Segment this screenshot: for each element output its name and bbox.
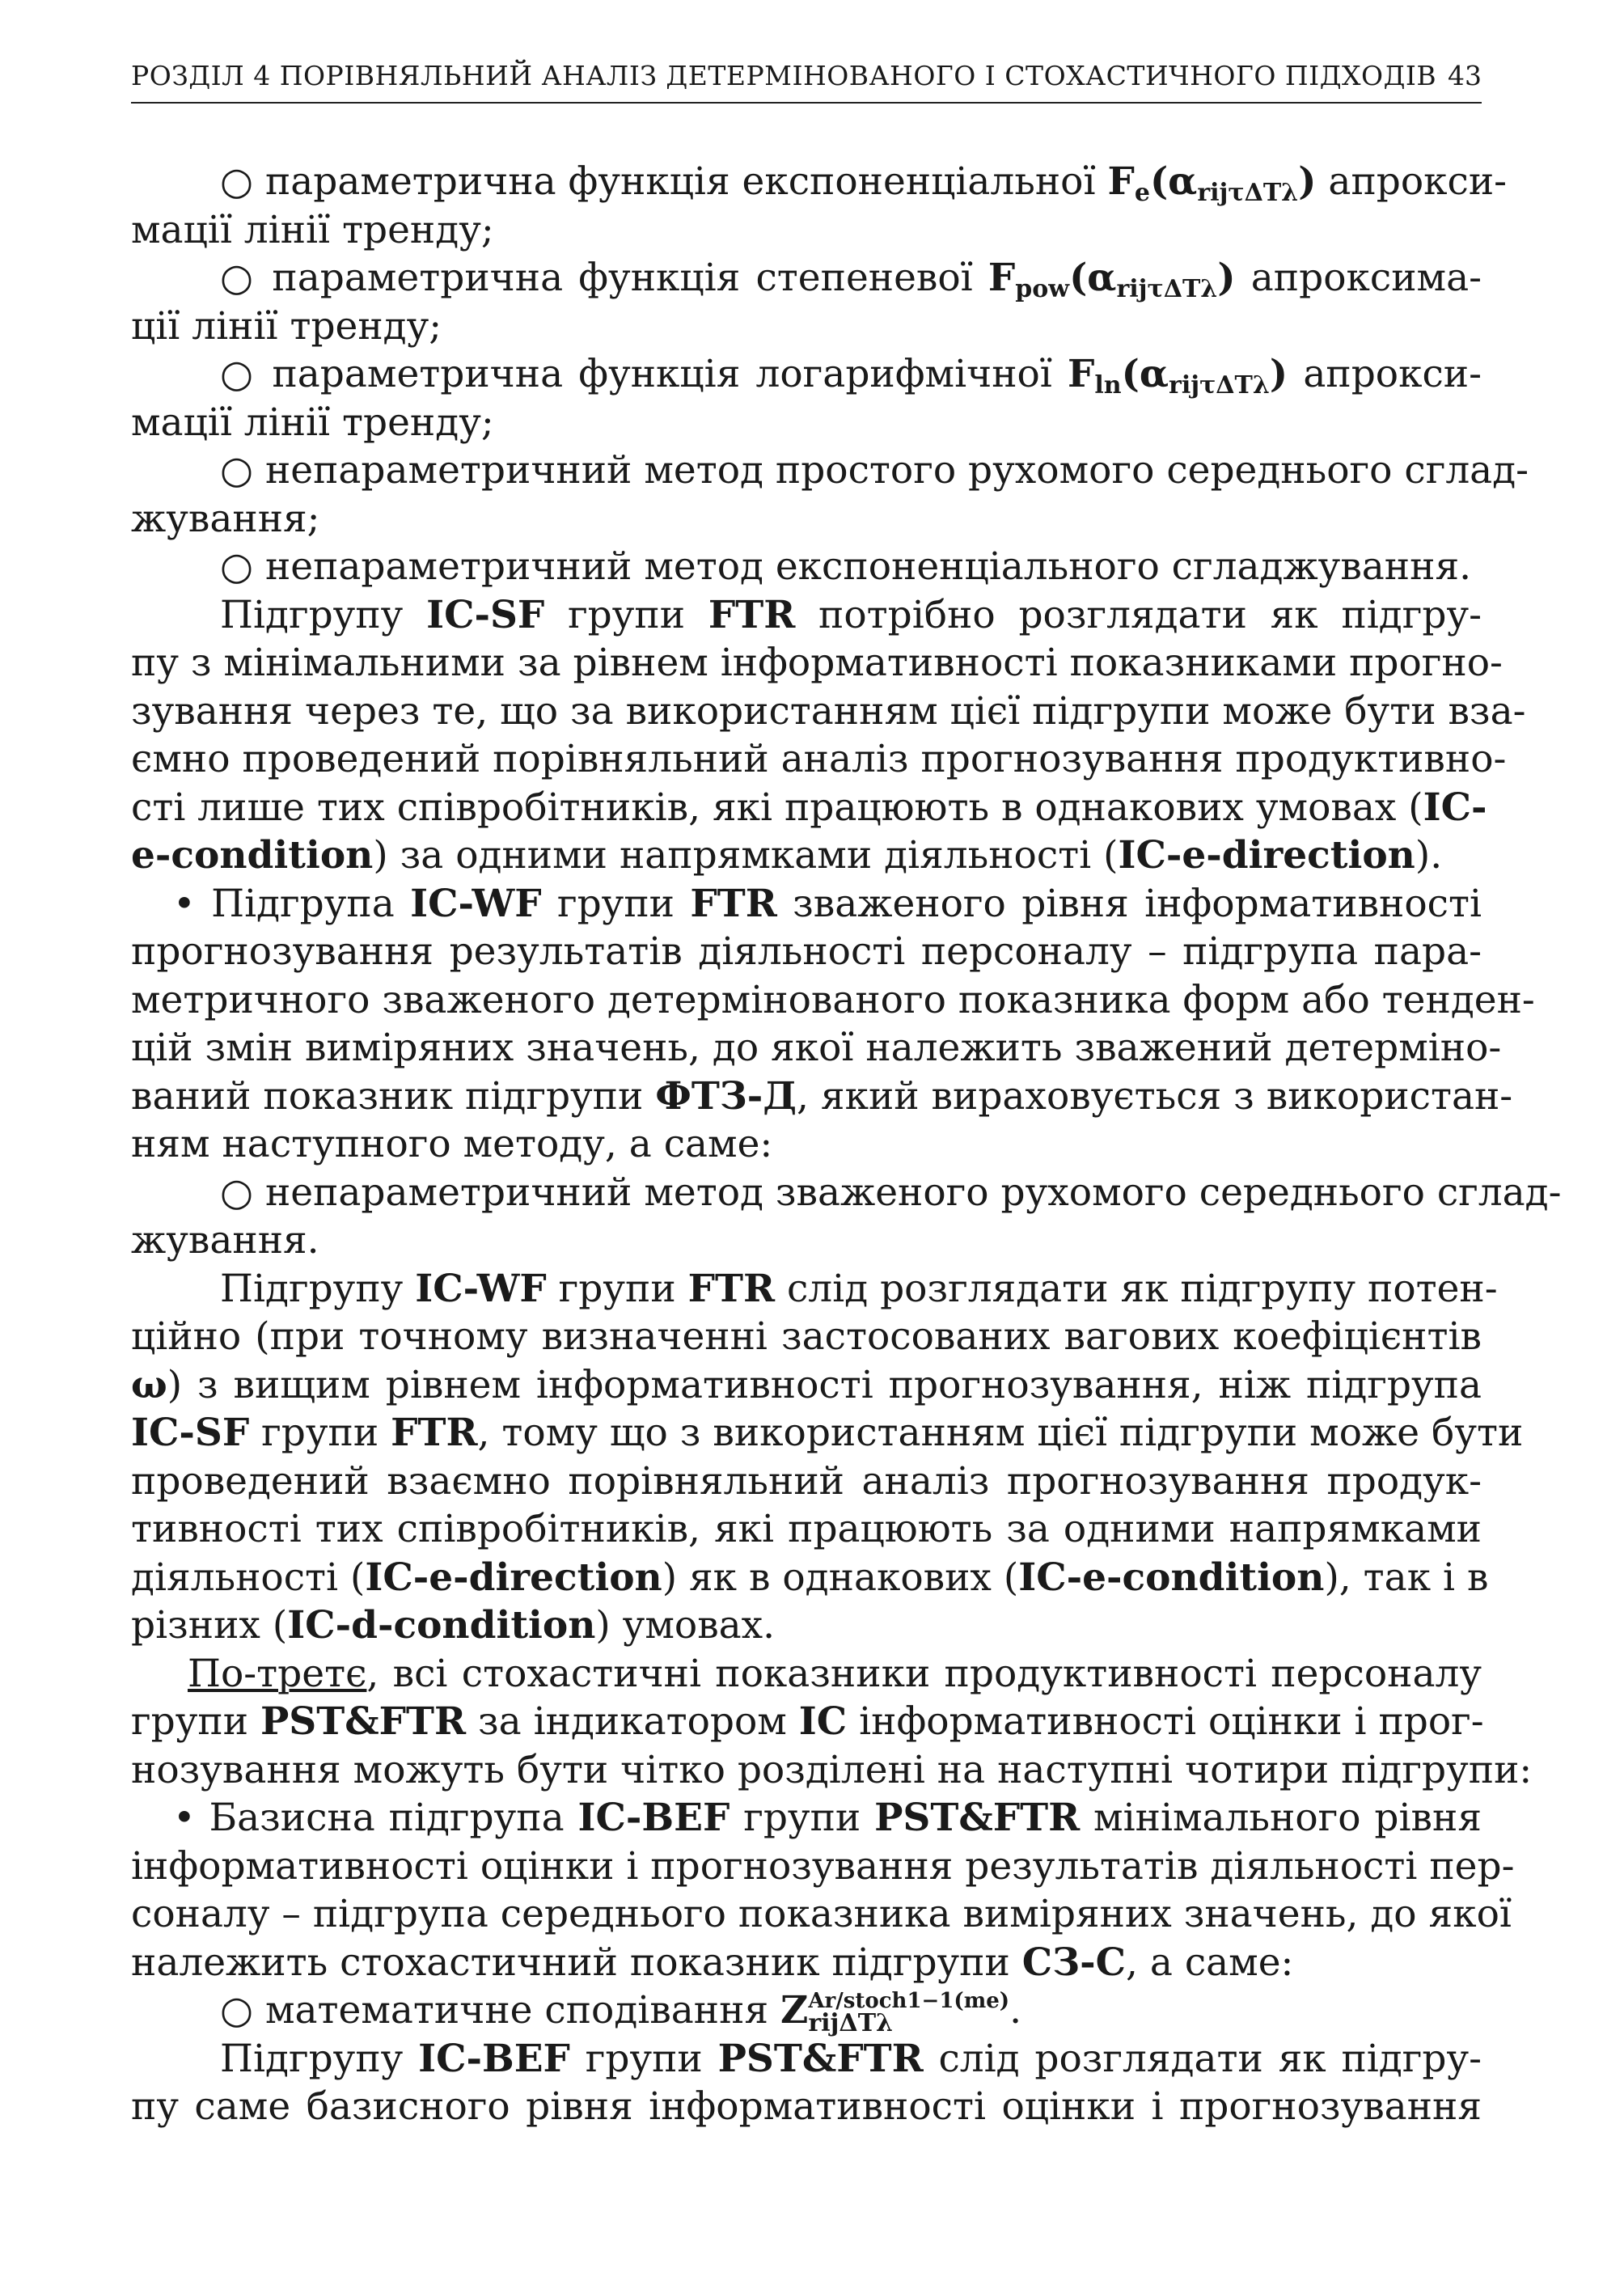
- text-line: ційно (при точному визначенні застосованих вагових коефіцієнтів: [131, 1314, 1482, 1359]
- text-line: Підгрупу IC-SF групи FTR потрібно розглядати як підгру-: [220, 592, 1482, 637]
- text-line: Підгрупу IC-BEF групи PST&FTR слід розглядати як підгру-: [220, 2036, 1482, 2081]
- text-line: мації лінії тренду;: [131, 207, 494, 252]
- text-line: пу саме базисного рівня інформативності оцінки і прогнозування: [131, 2084, 1482, 2129]
- text-line: пу з мінімальними за рівнем інформативності показниками прогно-: [131, 641, 1503, 685]
- text-line: прогнозування результатів діяльності персоналу – підгрупа пара-: [131, 929, 1482, 974]
- text-line: Підгрупу IC-WF групи FTR слід розглядати як підгрупу потен-: [220, 1266, 1498, 1311]
- text-line: ○ непараметричний метод зваженого рухомого середнього сглад-: [220, 1170, 1562, 1215]
- text-line: групи PST&FTR за індикатором IC інформативності оцінки і прог-: [131, 1699, 1484, 1744]
- text-line: По-третє, всі стохастичні показники продуктивності персоналу: [188, 1651, 1482, 1696]
- text-line: ω) з вищим рівнем інформативності прогнозування, ніж підгрупа: [131, 1362, 1482, 1407]
- text-line: ємно проведений порівняльний аналіз прогнозування продуктивно-: [131, 737, 1507, 781]
- text-line: ції лінії тренду;: [131, 303, 442, 349]
- text-line: ням наступного методу, а саме:: [131, 1122, 773, 1166]
- running-header: [131, 53, 1482, 104]
- text-line: • Підгрупа IC-WF групи FTR зваженого рівня інформативності: [173, 881, 1482, 926]
- text-line: зування через те, що за використанням цієї підгрупи може бути вза-: [131, 688, 1526, 734]
- text-line: соналу – підгрупа середнього показника виміряних значень, до якої: [131, 1892, 1512, 1936]
- text-line: різних (IC-d-condition) умовах.: [131, 1603, 776, 1648]
- text-line: ○ непараметричний метод простого рухомого середнього сглад-: [220, 448, 1529, 493]
- text-line: цій змін виміряних значень, до якої належить зважений детерміно-: [131, 1026, 1502, 1070]
- text-line: діяльності (IC-e-direction) як в однакових (IC-e-condition), так і в: [131, 1555, 1489, 1600]
- text-line: • Базисна підгрупа IC-BEF групи PST&FTR мінімального рівня: [173, 1796, 1482, 1840]
- body-text: [131, 158, 1562, 2131]
- text-line: сті лише тих співробітників, які працюють в однакових умовах (IC-: [131, 785, 1487, 830]
- text-line: ○ математичне сподівання Z Ar/stoch1−1(me) rijΔTλ .: [220, 1988, 1022, 2037]
- text-line: жування;: [131, 496, 320, 541]
- text-line: ○ параметрична функція логарифмічної $F_{ln}(\alpha_{rij\tau\Delta T\lambda})$ апрокси-: [220, 352, 1482, 400]
- text-line: мації лінії тренду;: [131, 400, 494, 445]
- text-line: ○ непараметричний метод експоненціального сгладжування.: [220, 544, 1472, 589]
- text-line: жування.: [131, 1218, 319, 1263]
- formula-z: Z: [780, 1988, 809, 2033]
- text-line: IC-SF групи FTR, тому що з використанням цієї підгрупи може бути: [131, 1411, 1524, 1455]
- text-line: проведений взаємно порівняльний аналіз прогнозування продук-: [131, 1458, 1482, 1504]
- text-line: ○ параметрична функція степеневої $F_{pow}(\alpha_{rij\tau\Delta T\lambda})$ апроксима-: [220, 256, 1482, 303]
- text-line: e-condition) за одними напрямками діяльності (IC-e-direction).: [131, 833, 1443, 878]
- header-title: РОЗДІЛ 4 ПОРІВНЯЛЬНИЙ АНАЛІЗ ДЕТЕРМІНОВАНОГО І СТОХАСТИЧНОГО ПІДХОДІВ: [131, 60, 1437, 91]
- text-line: інформативності оцінки і прогнозування результатів діяльності пер-: [131, 1843, 1515, 1889]
- text-line: ваний показник підгрупи ФТЗ-Д, який вираховується з використан-: [131, 1073, 1513, 1119]
- text-line: нозування можуть бути чітко розділені на наступні чотири підгрупи:: [131, 1747, 1533, 1792]
- text-line: належить стохастичний показник підгрупи СЗ-С, а саме:: [131, 1940, 1294, 1985]
- text-line: ○ параметрична функція експоненціальної $F_e(\alpha_{rij\tau\Delta T\lambda})$ апрокси-: [220, 159, 1508, 207]
- page-number: 43: [1448, 60, 1482, 91]
- text-line: метричного зваженого детермінованого показника форм або тенден-: [131, 977, 1535, 1022]
- text-line: тивності тих співробітників, які працюють за одними напрямками: [131, 1507, 1482, 1551]
